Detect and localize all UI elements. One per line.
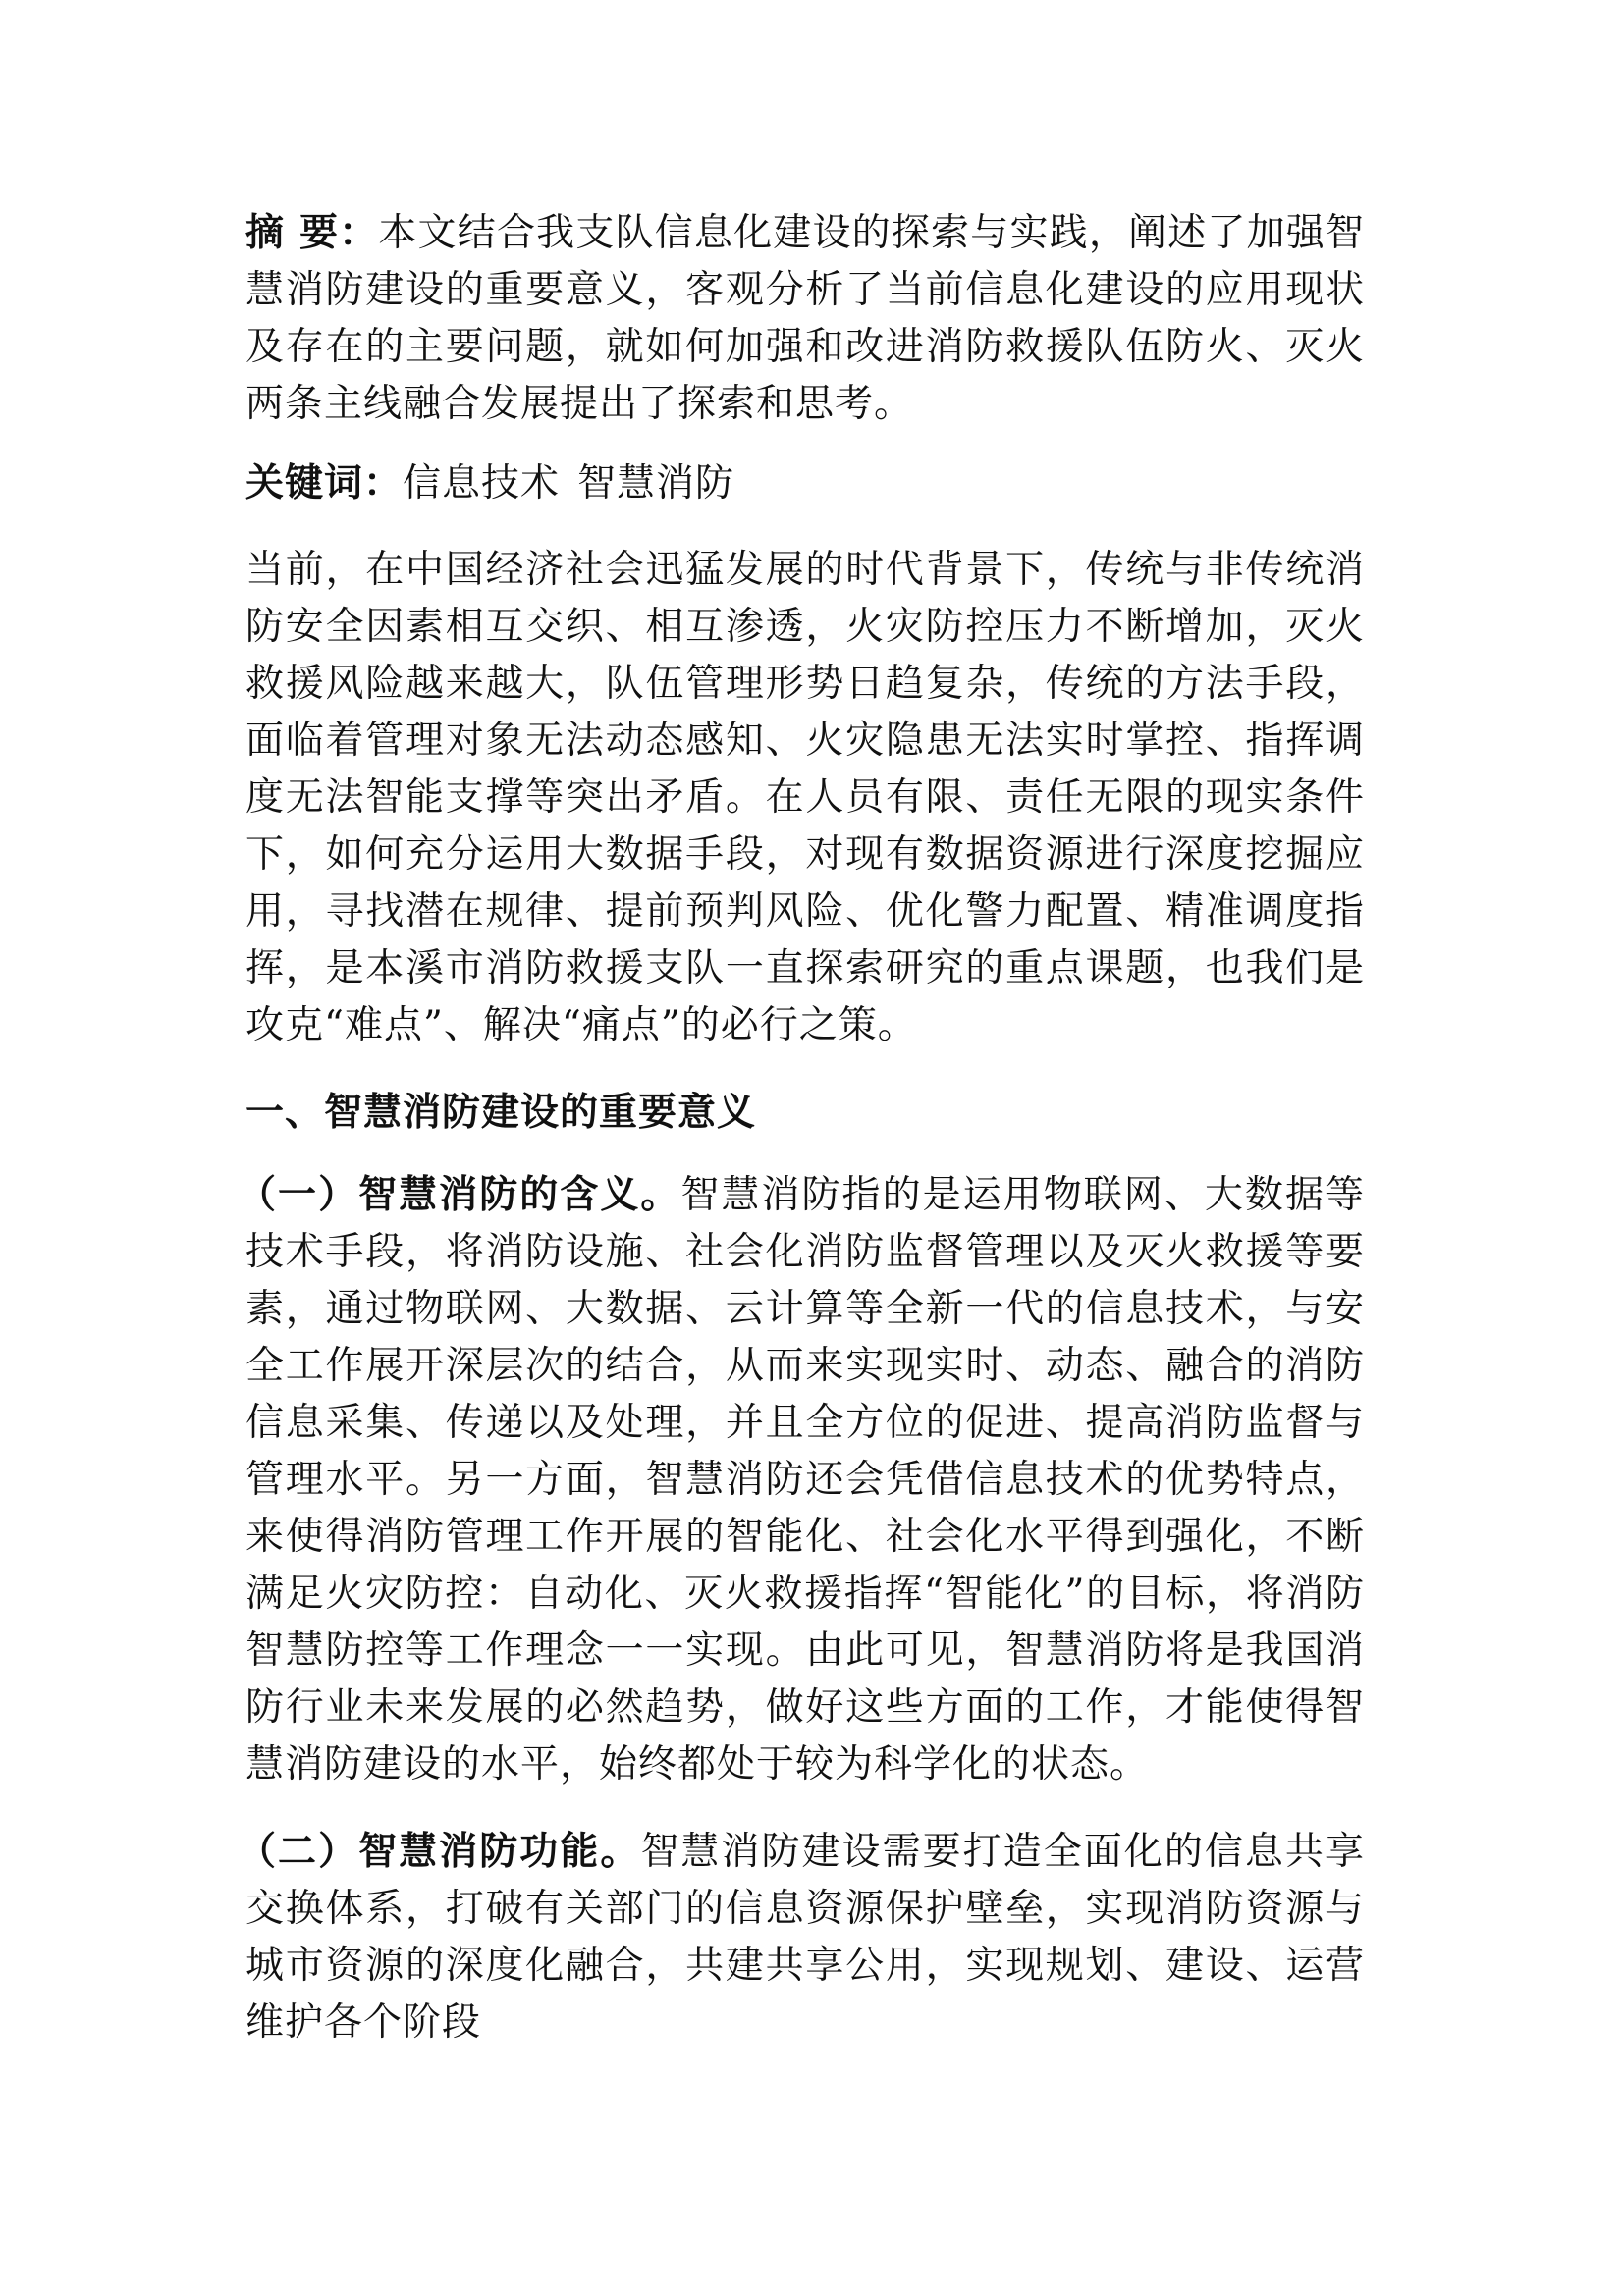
intro-paragraph: 当前，在中国经济社会迅猛发展的时代背景下，传统与非传统消防安全因素相互交织、相互渗透，火灾防控压力不断增加，灭火救援风险越来越大，队伍管理形势日趋复杂，传统的方法手段，面临着管理对象无法动态感知、火灾隐患无法实时掌控、指挥调度无法智能支撑等突出矛盾。在人员有限、责任无限的现实条件下，如何充分运用大数据手段，对现有数据资源进行深度挖掘应用，寻找潜在规律、提前预判风险、优化警力配置、精准调度指挥，是本溪市消防救援支队一直探索研究的重点课题，也我们是攻克“难点”、解决“痛点”的必行之策。 [245,548,1365,1047]
subsection-text: 智慧消防指的是运用物联网、大数据等技术手段，将消防设施、社会化消防监督管理以及灭火救援等要素，通过物联网、大数据、云计算等全新一代的信息技术，与安全工作展开深层次的结合，从而来实现实时、动态、融合的消防信息采集、传递以及处理，并且全方位的促进、提高消防监督与管理水平。另一方面，智慧消防还会凭借信息技术的优势特点，来使得消防管理工作开展的智能化、社会化水平得到强化，不断满足火灾防控：自动化、灭火救援指挥“智能化”的目标，将消防智慧防控等工作理念一一实现。由此可见，智慧消防将是我国消防行业未来发展的必然趋势，做好这些方面的工作，才能使得智慧消防建设的水平，始终都处于较为科学化的状态。 [245,1173,1365,1787]
subsection-text: 智慧消防建设需要打造全面化的信息共享交换体系，打破有关部门的信息资源保护壁垒，实现消防资源与城市资源的深度化融合，共建共享公用，实现规划、建设、运营维护各个阶段 [245,1830,1365,2045]
subsection-lead: （二）智慧消防功能。 [238,1829,641,1874]
keywords-label: 关键词： [245,460,404,506]
abstract-label: 摘 要： [245,210,379,255]
subsection-paragraph [238,1166,1365,1793]
document-body [238,204,1365,2073]
keyword-item: 智慧消防 [577,461,735,506]
section-heading: 一、智慧消防建设的重要意义 [245,1090,757,1135]
keyword-item: 信息技术 [403,461,561,506]
abstract-paragraph [245,204,1365,433]
abstract-text: 本文结合我支队信息化建设的探索与实践，阐述了加强智慧消防建设的重要意义，客观分析了当前信息化建设的应用现状及存在的主要问题，就如何加强和改进消防救援队伍防火、灭火两条主线融合发展提出了探索和思考。 [245,211,1365,426]
keywords-paragraph [245,454,1365,512]
subsection-paragraph [238,1823,1365,2052]
subsection-lead: （一）智慧消防的含义。 [238,1172,681,1217]
